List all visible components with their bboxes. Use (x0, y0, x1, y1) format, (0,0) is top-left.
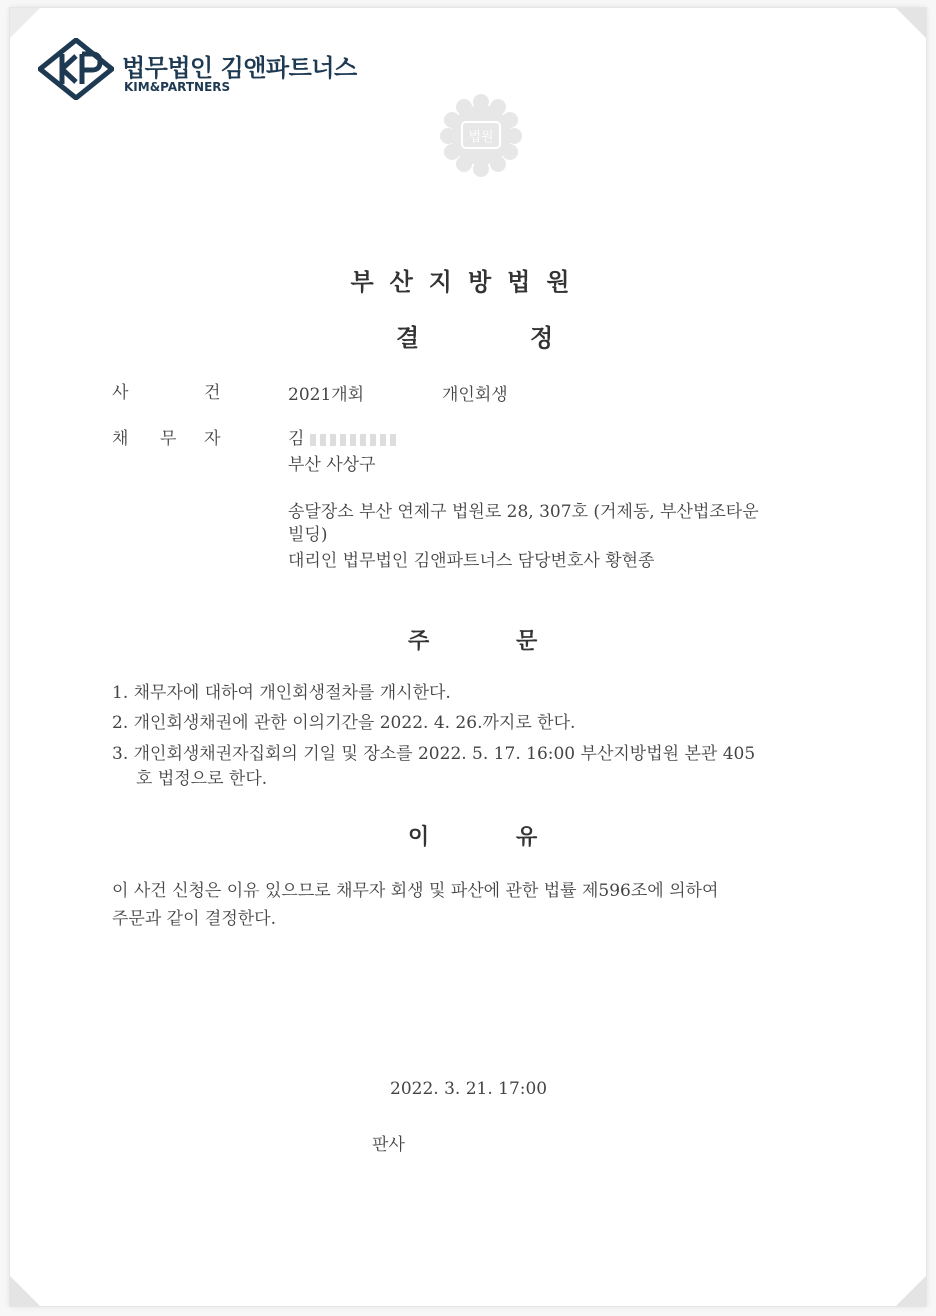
court-name: 부산지방법원 (350, 268, 586, 296)
judge-label: 판사 (372, 1135, 405, 1155)
case-type: 개인회생 (442, 385, 508, 405)
debtor-name (288, 424, 400, 449)
reason-line-2: 주문과 같이 결정한다. (112, 909, 277, 929)
document-title-left: 결 (396, 324, 420, 352)
reason-line-1: 이 사건 신청은 이유 있으므로 채무자 회생 및 파산에 관한 법률 제596조에 의하여 (112, 881, 719, 901)
court-seal-icon (438, 92, 524, 178)
debtor-label-3: 자 (204, 429, 221, 449)
page-corner-bottom-right (896, 1276, 926, 1306)
debtor-address: 부산 사상구 (288, 455, 376, 475)
page-corner-top-right (896, 8, 926, 38)
firm-name-english: KIM&PARTNERS (124, 80, 231, 94)
case-label-1: 사 (112, 383, 129, 403)
order-item-3-line-2: 호 법정으로 한다. (136, 769, 268, 789)
reason-heading-right: 유 (516, 825, 538, 850)
firm-name: 법무법인 김앤파트너스 (122, 54, 357, 82)
order-heading-left: 주 (408, 629, 430, 654)
agent-line: 대리인 법무법인 김앤파트너스 담당변호사 황현종 (288, 551, 655, 571)
decision-date: 2022. 3. 21. 17:00 (390, 1079, 548, 1099)
debtor-label-2: 무 (160, 429, 177, 449)
page-corner-bottom-left (10, 1276, 40, 1306)
court-seal-text: 법원 (468, 130, 494, 145)
order-item-3-line-1: 3. 개인회생채권자집회의 기일 및 장소를 2022. 5. 17. 16:00 부산지방법원 본관 405 (112, 744, 756, 764)
service-address-line-2: 빌딩) (288, 525, 328, 545)
service-address-line-1: 송달장소 부산 연제구 법원로 28, 307호 (거제동, 부산법조타운 (288, 502, 759, 522)
reason-heading-left: 이 (408, 825, 430, 850)
case-number: 2021개회 (288, 385, 365, 405)
debtor-label-1: 채 (112, 429, 129, 449)
document-title-right: 정 (530, 324, 554, 352)
document-page (10, 8, 926, 1306)
order-heading-right: 문 (516, 629, 538, 654)
case-label-2: 건 (204, 383, 221, 403)
firm-logo-icon (38, 38, 114, 100)
order-item-2: 2. 개인회생채권에 관한 이의기간을 2022. 4. 26.까지로 한다. (112, 713, 576, 733)
order-item-1: 1. 채무자에 대하여 개인회생절차를 개시한다. (112, 683, 451, 703)
page-corner-top-left (10, 8, 40, 38)
debtor-name-text: 김 (288, 429, 305, 449)
redaction-mark (310, 434, 400, 446)
